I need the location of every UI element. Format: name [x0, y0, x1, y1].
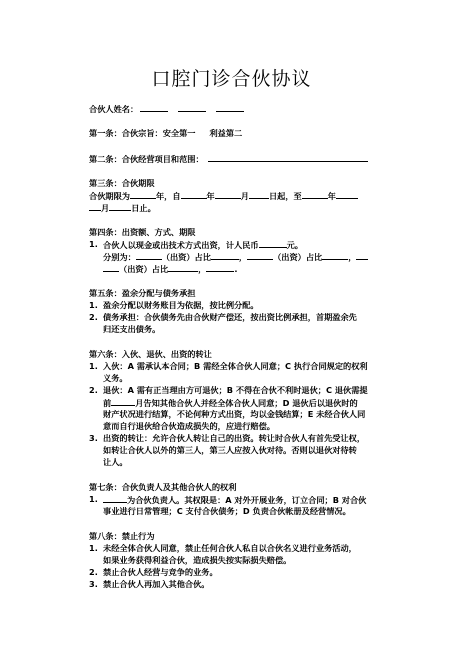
article-3-line-1: 合伙期限为 年，自 年 月 日起，至 年 — [89, 190, 358, 202]
document-title: 口腔门诊合伙协议 — [151, 68, 312, 90]
article-8-item-3: 禁止合伙人再加入其他合伙。 — [103, 579, 210, 589]
article-5-item-2: 债务承担：合伙债务先由合伙财产偿还，按出资比例承担，首期盈余先 — [103, 312, 357, 322]
article-5-item-1: 盈余分配以财务账目为依据，按比例分配。 — [103, 300, 259, 310]
article-7-item-1: 为合伙负责人。其权限是：A 对外开展业务，订立合同；B 对合伙 — [103, 494, 366, 506]
article-6-head: 第六条：入伙、退伙、出资的转让 — [89, 349, 212, 359]
article-6-item-2: 退伙：A 需有正当理由方可退伙；B 不得在合伙不利时退伙；C 退伙需提 — [103, 385, 368, 395]
partner-names-line — [89, 103, 244, 115]
article-1: 第一条：合伙宗旨：安全第一 利益第二 — [89, 128, 243, 138]
article-8-item-1: 未经全体合伙人同意，禁止任何合伙人私自以合伙名义进行业务活动， — [103, 543, 357, 553]
article-5-item-2-line-2: 归还支出债务。 — [103, 324, 161, 334]
article-4-item-1-line-2: 分别为： （出资）占比 ， （出资）占比 ， — [103, 251, 368, 263]
article-8-head: 第八条：禁止行为 — [89, 531, 155, 541]
article-1-head: 第一条：合伙宗旨： — [89, 128, 163, 138]
article-4-item-1: 合伙人以现金或出技术方式出资，计人民币 元。 — [103, 240, 303, 250]
article-8-item-2: 禁止合伙人经营与竞争的业务。 — [103, 567, 218, 577]
article-6-item-1: 入伙：A 需承认本合同；B 需经全体合伙人同意；C 执行合同规定的权利 — [103, 361, 368, 371]
article-5-head: 第五条：盈余分配与债务承担 — [89, 288, 196, 298]
article-3-line-2: 月 日止。 — [89, 202, 156, 214]
article-3-head: 第三条：合伙期限 — [89, 178, 155, 188]
partner-names-label: 合伙人姓名： — [89, 104, 139, 114]
article-7-head: 第七条：合伙负责人及其他合伙人的权利 — [89, 482, 237, 492]
article-2 — [89, 153, 368, 165]
article-2-head: 第二条：合伙经营项目和范围： — [89, 154, 204, 164]
article-4-head: 第四条：出资额、方式、期限 — [89, 227, 196, 237]
document-page: 口腔门诊合伙协议 合伙人姓名： 第一条：合伙宗旨：安全第一 利益第二 第二条：合伙经营项目和范围： 第三条：合伙期限 合伙期限为 年，自 年 月 日起，至 年 月 日止。 第四条：出资额、方式、期限 1. 合伙人以现金或出技术方式出资，计人民币 元。 分别为： （出资）占比 ， （出资）占比 ， （出资）占比 ， . 第五条：盈余分配与债务承担 1. 盈余分配以财务账目为依据，按比例分配。 2. 债务承担：合伙债务先由合伙财产偿还，按出资比例承担，首期盈余先 归还支出债务。 第六条：入伙、退伙、出资的转让 1. 入伙：A 需承认本合同；B 需经全体合伙人同意；C 执行合同规定的权利 义务。 2. 退伙：A 需有正当理由方可退伙；B 不得在合伙不利时退伙；C 退伙需提 前 月告知其他合伙人并经全体合伙人同意；D 退伙后以退伙时的 财产状况进行结算，不论何种方式出资，均以金钱结算；E 未经合伙人同 意而自行退伙给合伙造成损失的，应进行赔偿。 3. 出资的转让：允许合伙人转让自己的出资。转让时合伙人有首先受让权， 如转让合伙人以外的第三人，第三人应按入伙对待。否则以退伙对待转 让人。 第七条：合伙负责人及其他合伙人的权利 1. 为合伙负责人。其权限是：A 对外开展业务，订立合同；B 对合伙 事业进行日常管理；C 支付合伙债务；D 负责合伙帐册及经营情况。 第八条：禁止行为 1. 未经全体合伙人同意，禁止任何合伙人私自以合伙名义进行业务活动， 如果业务获得利益合伙，造成损失按实际损失赔偿。 2. 禁止合伙人经营与竞争的业务。 3. 禁止合伙人再加入其他合伙。 — [0, 0, 463, 655]
article-6-item-3: 出资的转让：允许合伙人转让自己的出资。转让时合伙人有首先受让权， — [103, 433, 366, 443]
article-4-item-1-line-3: （出资）占比 ， . — [103, 263, 237, 275]
